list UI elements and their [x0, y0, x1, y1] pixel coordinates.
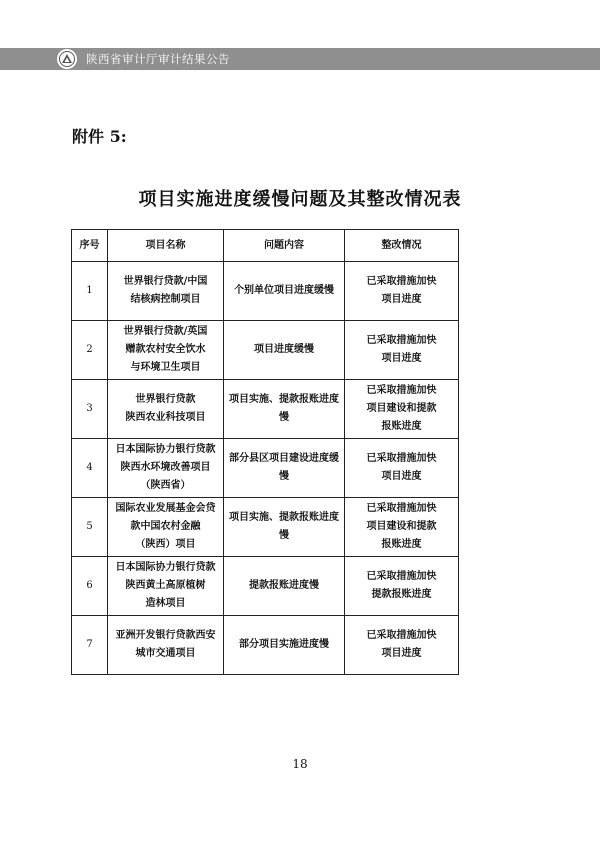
- project-name-line: 造林项目: [145, 598, 186, 609]
- issue-line: 项目实施、提款报账进度慢: [229, 512, 339, 541]
- status-line: 已采取措施加快: [366, 571, 437, 582]
- project-name-line: 日本国际协力银行贷款: [115, 444, 216, 455]
- issue-cell: [224, 439, 345, 498]
- status-line: 项目进度: [381, 648, 422, 659]
- table-row: [72, 262, 459, 321]
- column-header-project-name: 项目名称: [108, 230, 224, 262]
- issue-cell: [224, 557, 345, 616]
- status-cell: [345, 321, 459, 380]
- status-cell: [345, 262, 459, 321]
- status-line: 已采取措施加快: [366, 335, 437, 346]
- status-line: 项目建设和提款: [366, 403, 437, 414]
- project-name-line: 陕西水环境改善项目: [120, 462, 211, 473]
- project-name-line: 结核病控制项目: [130, 294, 201, 305]
- table-row: [72, 380, 459, 439]
- status-line: 项目进度: [381, 294, 422, 305]
- column-header-issue: 问题内容: [224, 230, 345, 262]
- attachment-label: 附件 5:: [72, 127, 127, 146]
- status-line: 项目进度: [381, 353, 422, 364]
- project-name-line: 城市交通项目: [135, 648, 196, 659]
- issue-line: 个别单位项目进度缓慢: [234, 285, 334, 296]
- table-body: [72, 262, 459, 675]
- status-line: 已采取措施加快: [366, 503, 437, 514]
- status-line: 已采取措施加快: [366, 453, 437, 464]
- status-line: 项目进度: [381, 471, 422, 482]
- project-name-line: 赠款农村安全饮水: [125, 344, 206, 355]
- issue-cell: [224, 616, 345, 675]
- issue-cell: [224, 380, 345, 439]
- project-name-cell: [108, 498, 224, 557]
- project-name-line: 陕西农业科技项目: [125, 412, 206, 423]
- row-number: 6: [72, 557, 108, 616]
- project-name-line: 国际农业发展基金会贷: [115, 503, 216, 514]
- issue-line: 提款报账进度慢: [249, 580, 319, 591]
- issue-line: 项目进度缓慢: [254, 344, 314, 355]
- table-row: [72, 498, 459, 557]
- status-line: 项目建设和提款: [366, 521, 437, 532]
- project-name-line: 与环境卫生项目: [130, 362, 201, 373]
- project-name-cell: [108, 557, 224, 616]
- project-name-cell: [108, 439, 224, 498]
- column-header-number: 序号: [72, 230, 108, 262]
- issue-cell: [224, 498, 345, 557]
- row-number: 4: [72, 439, 108, 498]
- status-cell: [345, 557, 459, 616]
- project-name-line: （陕西省）: [140, 480, 191, 491]
- project-name-line: 世界银行贷款: [135, 394, 196, 405]
- row-number: 5: [72, 498, 108, 557]
- issue-cell: [224, 321, 345, 380]
- project-name-line: 陕西黄土高原植树: [125, 580, 206, 591]
- project-name-line: 日本国际协力银行贷款: [115, 562, 216, 573]
- status-line: 报账进度: [381, 421, 422, 432]
- status-cell: [345, 498, 459, 557]
- table-row: [72, 557, 459, 616]
- audit-office-logo-icon: [57, 49, 77, 69]
- progress-issues-table: [71, 229, 459, 675]
- project-name-line: 世界银行贷款/英国: [123, 326, 208, 337]
- row-number: 1: [72, 262, 108, 321]
- table-row: [72, 616, 459, 675]
- issue-line: 部分项目实施进度慢: [239, 639, 329, 650]
- table-row: [72, 439, 459, 498]
- project-name-line: 款中国农村金融: [130, 521, 201, 532]
- column-header-status: 整改情况: [345, 230, 459, 262]
- status-line: 提款报账进度: [371, 589, 432, 600]
- issue-line: 项目实施、提款报账进度慢: [229, 394, 339, 423]
- status-line: 已采取措施加快: [366, 630, 437, 641]
- status-line: 已采取措施加快: [366, 385, 437, 396]
- project-name-line: （陕西）项目: [135, 539, 196, 550]
- row-number: 3: [72, 380, 108, 439]
- project-name-line: 亚洲开发银行贷款西安: [115, 630, 216, 641]
- table-header-row: [72, 230, 459, 262]
- header-title: 陕西省审计厅审计结果公告: [86, 52, 230, 66]
- row-number: 2: [72, 321, 108, 380]
- project-name-cell: [108, 380, 224, 439]
- status-line: 已采取措施加快: [366, 276, 437, 287]
- status-cell: [345, 380, 459, 439]
- status-line: 报账进度: [381, 539, 422, 550]
- status-cell: [345, 616, 459, 675]
- row-number: 7: [72, 616, 108, 675]
- project-name-line: 世界银行贷款/中国: [123, 276, 208, 287]
- status-cell: [345, 439, 459, 498]
- project-name-cell: [108, 616, 224, 675]
- issue-cell: [224, 262, 345, 321]
- table-title: 项目实施进度缓慢问题及其整改情况表: [138, 189, 462, 210]
- project-name-cell: [108, 321, 224, 380]
- issue-line: 部分县区项目建设进度缓慢: [229, 453, 339, 482]
- page-number: 18: [292, 757, 308, 771]
- table-row: [72, 321, 459, 380]
- project-name-cell: [108, 262, 224, 321]
